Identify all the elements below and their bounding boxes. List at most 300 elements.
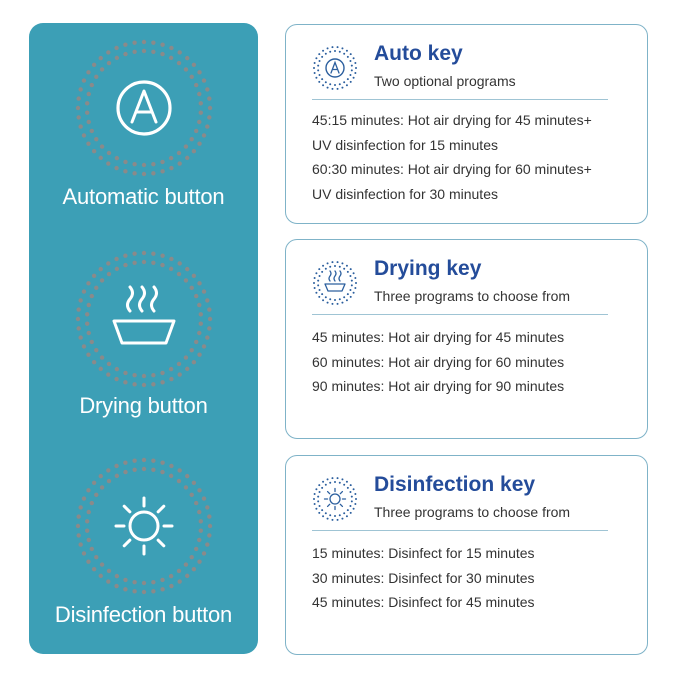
ring-dot	[334, 84, 336, 86]
auto-key-card	[285, 24, 648, 224]
ring-dot	[314, 503, 316, 505]
ring-dot	[92, 360, 96, 364]
ring-dot	[202, 496, 206, 500]
ring-dot	[322, 299, 324, 301]
ring-dot	[347, 487, 349, 489]
ring-dot	[355, 282, 357, 284]
ring-dot	[197, 92, 201, 96]
ring-dot	[319, 60, 321, 62]
ring-dot	[197, 120, 201, 124]
ring-dot	[197, 352, 201, 356]
ring-dot	[350, 268, 352, 270]
ring-dot	[334, 481, 336, 483]
ring-dot	[85, 312, 89, 316]
ring-dot	[107, 61, 111, 65]
ring-dot	[106, 579, 110, 583]
ring-dot	[353, 57, 355, 59]
ring-dot	[114, 166, 118, 170]
ring-dot	[92, 149, 96, 153]
ring-dot	[347, 293, 349, 295]
ring-dot	[82, 344, 86, 348]
ring-dot	[347, 56, 349, 58]
ring-dot	[92, 481, 96, 485]
ring-dot	[87, 303, 91, 307]
ring-dot	[319, 491, 321, 493]
ring-dot	[353, 272, 355, 274]
ring-dot	[331, 46, 333, 48]
ring-dot	[351, 500, 353, 502]
ring-dot	[355, 67, 357, 69]
ring-dot	[177, 362, 181, 366]
ring-dot	[208, 106, 212, 110]
program-line: 60:30 minutes: Hot air drying for 60 minutes+	[312, 161, 592, 177]
ring-dot	[317, 496, 319, 498]
ring-dot	[339, 482, 341, 484]
ring-dot	[337, 261, 339, 263]
ring-dot	[346, 265, 348, 267]
ring-dot	[94, 286, 98, 290]
ring-dot	[151, 382, 155, 386]
ring-dot	[194, 547, 198, 551]
ring-dot	[90, 83, 94, 87]
ring-dot	[354, 277, 356, 279]
ring-dot	[82, 289, 86, 293]
ring-dot	[347, 271, 349, 273]
ring-dot	[331, 88, 333, 90]
ring-dot	[334, 515, 336, 517]
ring-dot	[87, 120, 91, 124]
ring-dot	[86, 141, 90, 145]
ring-dot	[331, 261, 333, 263]
ring-dot	[341, 302, 343, 304]
ring-dot	[82, 496, 86, 500]
ring-dot	[314, 493, 316, 495]
ring-dot	[185, 56, 189, 60]
ring-dot	[76, 307, 80, 311]
ring-dot	[142, 581, 146, 585]
card-subtitle: Two optional programs	[374, 73, 516, 89]
ring-dot	[351, 69, 353, 71]
ring-dot	[142, 49, 146, 53]
ring-dot	[107, 569, 111, 573]
ring-dot	[327, 47, 329, 49]
ring-dot	[86, 488, 90, 492]
ring-dot	[185, 267, 189, 271]
ring-dot	[90, 501, 94, 505]
ring-dot	[94, 75, 98, 79]
ring-dot	[194, 83, 198, 87]
ring-dot	[184, 485, 188, 489]
ring-dot	[86, 352, 90, 356]
ring-dot	[194, 294, 198, 298]
ring-dot	[142, 590, 146, 594]
ring-dot	[99, 367, 103, 371]
ring-dot	[132, 261, 136, 265]
ring-dot	[76, 514, 80, 518]
ring-dot	[190, 75, 194, 79]
ring-dot	[169, 584, 173, 588]
ring-dot	[351, 284, 353, 286]
ring-dot	[334, 50, 336, 52]
ring-dot	[151, 40, 155, 44]
ring-dot	[92, 63, 96, 67]
divider	[312, 314, 608, 315]
ring-dot	[315, 57, 317, 59]
ring-dot	[99, 267, 103, 271]
ring-dot	[76, 96, 80, 100]
ring-dot	[208, 524, 212, 528]
ring-dot	[160, 380, 164, 384]
card-title: Auto key	[374, 42, 463, 65]
program-line: 15 minutes: Disinfect for 15 minutes	[312, 545, 535, 561]
ring-dot	[142, 163, 146, 167]
ring-dot	[194, 501, 198, 505]
ring-dot	[329, 83, 331, 85]
ring-dot	[208, 317, 212, 321]
ring-dot	[205, 542, 209, 546]
ring-dot	[114, 584, 118, 588]
ring-dot	[132, 458, 136, 462]
ring-dot	[202, 133, 206, 137]
ring-dot	[184, 278, 188, 282]
ring-dot	[160, 52, 164, 56]
ring-dot	[322, 481, 324, 483]
disinfection-button-label: Disinfection button	[54, 602, 233, 627]
ring-dot	[329, 482, 331, 484]
ring-dot	[78, 298, 82, 302]
ring-dot	[350, 484, 352, 486]
ring-dot	[142, 374, 146, 378]
ring-dot	[331, 303, 333, 305]
ring-dot	[177, 468, 181, 472]
program-line: UV disinfection for 15 minutes	[312, 136, 498, 153]
ring-dot	[192, 481, 196, 485]
ring-dot	[192, 149, 196, 153]
ring-dot	[197, 331, 201, 335]
ring-dot	[123, 42, 127, 46]
ring-dot	[192, 63, 196, 67]
ring-dot	[327, 262, 329, 264]
ring-dot	[318, 512, 320, 514]
ring-dot	[318, 81, 320, 83]
ring-dot	[115, 474, 119, 478]
program-line: 60 minutes: Hot air drying for 60 minutes	[312, 353, 565, 370]
ring-dot	[160, 169, 164, 173]
ring-dot	[353, 77, 355, 79]
ring-dot	[341, 478, 343, 480]
ring-dot	[337, 519, 339, 521]
ring-dot	[349, 289, 351, 291]
ring-dot	[151, 251, 155, 255]
ring-dot	[331, 477, 333, 479]
ring-dot	[107, 479, 111, 483]
ring-dot	[160, 253, 164, 257]
ring-dot	[100, 562, 104, 566]
ring-dot	[313, 67, 315, 69]
ring-dot	[107, 272, 111, 276]
ring-dot	[207, 307, 211, 311]
ring-dot	[123, 160, 127, 164]
ring-dot	[76, 326, 80, 330]
ring-dot	[197, 141, 201, 145]
ring-dot	[99, 56, 103, 60]
ring-dot	[339, 514, 341, 516]
ring-dot	[205, 298, 209, 302]
ring-dot	[160, 578, 164, 582]
card-subtitle: Three programs to choose from	[374, 504, 571, 520]
ring-dot	[185, 574, 189, 578]
ring-dot	[100, 278, 104, 282]
ring-dot	[100, 485, 104, 489]
sun-ray	[158, 506, 164, 512]
ring-dot	[353, 292, 355, 294]
ring-dot	[151, 373, 155, 377]
ring-dot	[78, 505, 82, 509]
ring-dot	[329, 298, 331, 300]
ring-dot	[341, 87, 343, 89]
ring-dot	[317, 65, 319, 67]
ring-dot	[94, 493, 98, 497]
ring-dot	[192, 360, 196, 364]
button-panel	[29, 23, 258, 654]
ring-dot	[132, 40, 136, 44]
ring-dot	[99, 474, 103, 478]
ring-dot	[132, 382, 136, 386]
ring-dot	[199, 101, 203, 105]
ring-dot	[82, 78, 86, 82]
ring-dot	[194, 129, 198, 133]
ring-dot	[322, 50, 324, 52]
ring-dot	[337, 88, 339, 90]
ring-dot	[199, 312, 203, 316]
ring-dot	[329, 514, 331, 516]
ring-dot	[169, 166, 173, 170]
ring-dot	[351, 496, 353, 498]
steam-bowl-icon[interactable]	[74, 249, 214, 389]
program-line: 45 minutes: Disinfect for 45 minutes	[312, 594, 535, 610]
ring-dot	[76, 524, 80, 528]
ring-dot	[169, 367, 173, 371]
ring-dot	[123, 169, 127, 173]
ring-dot	[177, 579, 181, 583]
ring-dot	[315, 508, 317, 510]
ring-dot	[354, 287, 356, 289]
ring-dot	[106, 50, 110, 54]
ring-dot	[207, 96, 211, 100]
ring-dot	[319, 74, 321, 76]
ring-dot	[100, 355, 104, 359]
ring-dot	[349, 505, 351, 507]
ring-dot	[106, 261, 110, 265]
ring-dot	[194, 340, 198, 344]
program-line: 30 minutes: Disinfect for 30 minutes	[312, 569, 535, 586]
ring-dot	[151, 468, 155, 472]
ring-dot	[132, 468, 136, 472]
ring-dot	[87, 538, 91, 542]
ring-dot	[341, 262, 343, 264]
ring-dot	[151, 171, 155, 175]
ring-dot	[334, 265, 336, 267]
ring-dot	[313, 282, 315, 284]
ring-dot	[321, 78, 323, 80]
ring-dot	[319, 289, 321, 291]
ring-dot	[106, 161, 110, 165]
ring-dot	[92, 274, 96, 278]
ring-dot	[185, 474, 189, 478]
sun-ray	[124, 506, 130, 512]
ring-dot	[197, 70, 201, 74]
sun-icon	[312, 476, 358, 522]
sun-ray	[340, 492, 342, 494]
card-subtitle: Three programs to choose from	[374, 288, 571, 304]
ring-dot	[142, 172, 146, 176]
ring-dot	[318, 484, 320, 486]
ring-dot	[322, 265, 324, 267]
ring-dot	[177, 569, 181, 573]
sun-ray	[158, 540, 164, 546]
ring-dot	[190, 137, 194, 141]
ring-dot	[314, 62, 316, 64]
ring-dot	[132, 251, 136, 255]
ring-dot	[329, 51, 331, 53]
ring-dot	[78, 542, 82, 546]
program-line: 45 minutes: Hot air drying for 45 minutes	[312, 329, 565, 345]
ring-dot	[177, 50, 181, 54]
ring-dot	[197, 559, 201, 563]
ring-dot	[322, 515, 324, 517]
ring-dot	[142, 251, 146, 255]
ring-dot	[321, 271, 323, 273]
ring-dot	[107, 151, 111, 155]
ring-dot	[132, 589, 136, 593]
ring-dot	[142, 458, 146, 462]
auto-a-icon[interactable]	[74, 38, 214, 178]
ring-dot	[337, 303, 339, 305]
ring-dot	[160, 42, 164, 46]
ring-dot	[325, 53, 327, 55]
ring-dot	[160, 160, 164, 164]
ring-dot	[87, 510, 91, 514]
ring-dot	[197, 538, 201, 542]
program-line: UV disinfection for 30 minutes	[312, 185, 498, 202]
ring-dot	[350, 512, 352, 514]
ring-dot	[205, 87, 209, 91]
sun-icon[interactable]	[74, 456, 214, 596]
ring-dot	[123, 578, 127, 582]
ring-dot	[190, 348, 194, 352]
divider	[312, 530, 608, 531]
ring-dot	[321, 56, 323, 58]
ring-dot	[142, 260, 146, 264]
ring-dot	[90, 547, 94, 551]
ring-dot	[123, 587, 127, 591]
ring-dot	[207, 115, 211, 119]
ring-dot	[190, 286, 194, 290]
ring-dot	[151, 458, 155, 462]
steam-bowl-icon	[312, 260, 358, 306]
ring-dot	[132, 580, 136, 584]
ring-dot	[346, 515, 348, 517]
ring-dot	[347, 78, 349, 80]
ring-dot	[337, 46, 339, 48]
auto-a-icon	[312, 45, 358, 91]
ring-dot	[197, 488, 201, 492]
ring-dot	[207, 326, 211, 330]
ring-dot	[177, 161, 181, 165]
ring-dot	[197, 510, 201, 514]
ring-dot	[343, 268, 345, 270]
drying-key-card	[285, 239, 648, 439]
ring-dot	[318, 53, 320, 55]
ring-dot	[327, 478, 329, 480]
ring-dot	[341, 518, 343, 520]
ring-dot	[199, 322, 203, 326]
ring-dot	[85, 111, 89, 115]
ring-dot	[315, 488, 317, 490]
ring-dot	[327, 302, 329, 304]
ring-dot	[76, 533, 80, 537]
ring-dot	[346, 50, 348, 52]
ring-dot	[350, 296, 352, 298]
ring-dot	[184, 144, 188, 148]
ring-dot	[177, 61, 181, 65]
ring-dot	[315, 77, 317, 79]
ring-dot	[123, 371, 127, 375]
ring-dot	[197, 281, 201, 285]
ring-dot	[86, 281, 90, 285]
ring-dot	[329, 266, 331, 268]
ring-dot	[205, 124, 209, 128]
ring-dot	[160, 263, 164, 267]
program-line: 45:15 minutes: Hot air drying for 45 minutes+	[312, 112, 592, 128]
ring-dot	[99, 156, 103, 160]
ring-dot	[322, 84, 324, 86]
ring-dot	[160, 371, 164, 375]
ring-dot	[325, 268, 327, 270]
ring-dot	[100, 144, 104, 148]
ring-dot	[94, 137, 98, 141]
ring-dot	[114, 464, 118, 468]
ring-dot	[78, 335, 82, 339]
ring-dot	[142, 467, 146, 471]
ring-dot	[343, 53, 345, 55]
ring-dot	[85, 101, 89, 105]
ring-dot	[78, 87, 82, 91]
ring-dot	[202, 344, 206, 348]
ring-dot	[325, 512, 327, 514]
ring-dot	[351, 280, 353, 282]
card-lines	[312, 325, 642, 399]
drying-button-label: Drying button	[79, 393, 208, 418]
ring-dot	[132, 171, 136, 175]
ring-dot	[115, 56, 119, 60]
ring-dot	[354, 62, 356, 64]
ring-dot	[107, 362, 111, 366]
ring-dot	[169, 46, 173, 50]
ring-dot	[160, 460, 164, 464]
ring-dot	[349, 74, 351, 76]
ring-dot	[321, 509, 323, 511]
ring-dot	[327, 87, 329, 89]
ring-dot	[354, 493, 356, 495]
sun-ray	[328, 504, 330, 506]
ring-dot	[78, 124, 82, 128]
ring-dot	[339, 51, 341, 53]
ring-dot	[87, 331, 91, 335]
ring-dot	[115, 156, 119, 160]
ring-dot	[100, 67, 104, 71]
card-title: Drying key	[374, 257, 482, 280]
